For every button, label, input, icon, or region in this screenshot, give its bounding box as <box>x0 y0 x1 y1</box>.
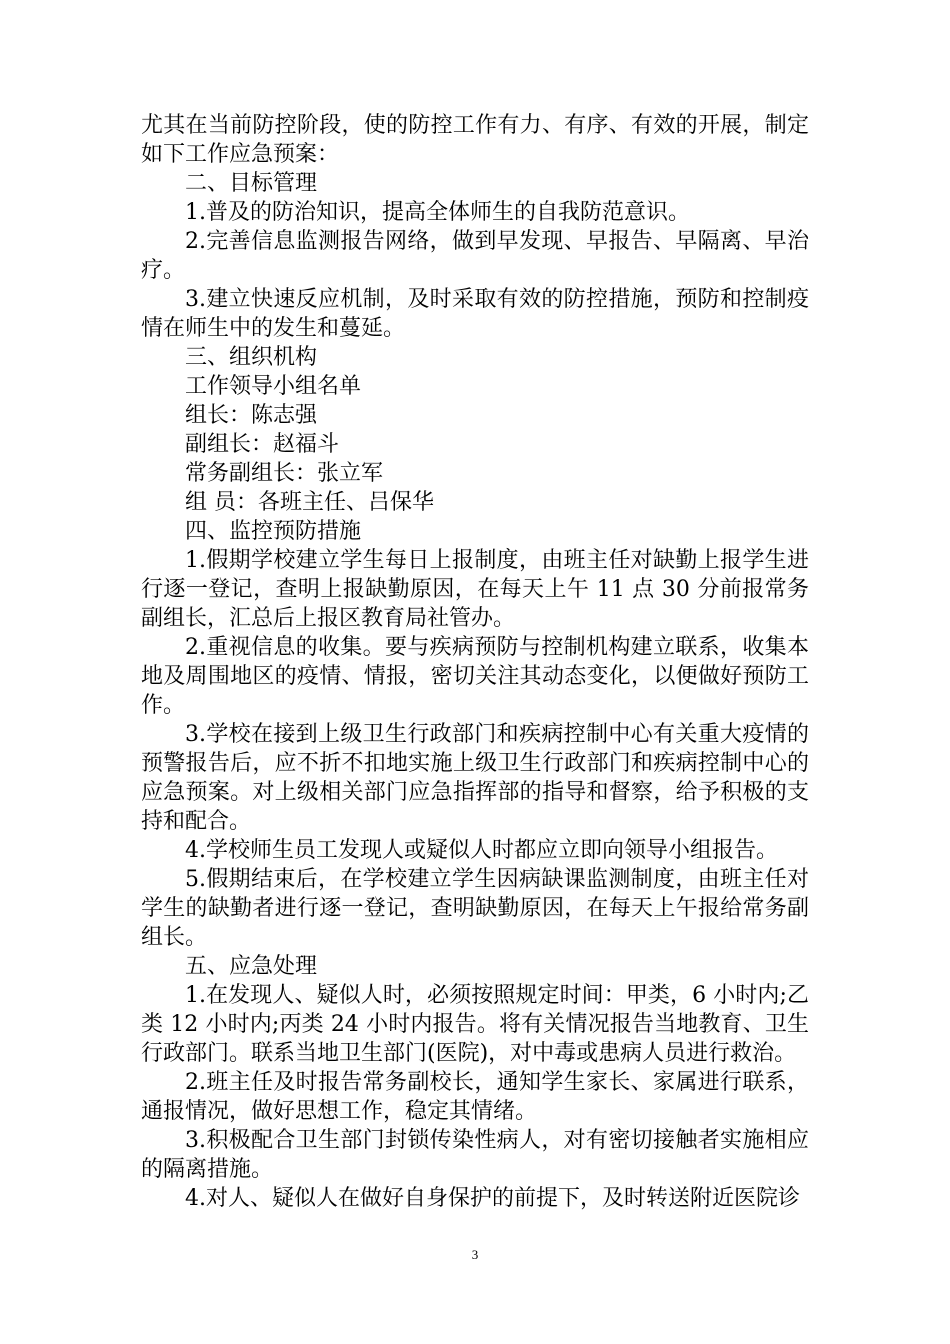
paragraph: 尤其在当前防控阶段，使的防控工作有力、有序、有效的开展，制定如下工作应急预案： <box>141 113 809 167</box>
paragraph: 2.重视信息的收集。要与疾病预防与控制机构建立联系，收集本地及周围地区的疫情、情报，密切关注其动态变化，以便做好预防工作。 <box>141 635 809 718</box>
paragraph: 1.普及的防治知识，提高全体师生的自我防范意识。 <box>185 200 690 225</box>
paragraph: 1.在发现人、疑似人时，必须按照规定时间：甲类，6 小时内;乙类 12 小时内;丙类 24 小时内报告。将有关情况报告当地教育、卫生行政部门。联系当地卫生部门(医院)，对中毒或患病人员进行救治。 <box>141 983 810 1066</box>
paragraph: 常务副组长：张立军 <box>185 461 384 486</box>
document-body <box>141 111 809 1213</box>
paragraph: 2.完善信息监测报告网络，做到早发现、早报告、早隔离、早治疗。 <box>141 229 809 283</box>
page-number: 3 <box>471 1247 479 1262</box>
paragraph: 工作领导小组名单 <box>185 374 362 399</box>
paragraph: 5.假期结束后，在学校建立学生因病缺课监测制度，由班主任对学生的缺勤者进行逐一登记，查明缺勤原因，在每天上午报给常务副组长。 <box>141 867 809 950</box>
paragraph: 1.假期学校建立学生每日上报制度，由班主任对缺勤上报学生进行逐一登记，查明上报缺勤原因，在每天上午 11 点 30 分前报常务副组长，汇总后上报区教育局社管办。 <box>141 548 809 631</box>
paragraph: 3.积极配合卫生部门封锁传染性病人，对有密切接触者实施相应的隔离措施。 <box>141 1128 809 1182</box>
paragraph: 4.对人、疑似人在做好自身保护的前提下，及时转送附近医院诊 <box>185 1186 800 1211</box>
paragraph: 副组长：赵福斗 <box>185 432 340 457</box>
paragraph: 3.学校在接到上级卫生行政部门和疾病控制中心有关重大疫情的预警报告后，应不折不扣地实施上级卫生行政部门和疾病控制中心的应急预案。对上级相关部门应急指挥部的指导和督察，给予积极的支持和配合。 <box>141 722 809 834</box>
paragraph: 4.学校师生员工发现人或疑似人时都应立即向领导小组报告。 <box>185 838 778 863</box>
paragraph: 2.班主任及时报告常务副校长，通知学生家长、家属进行联系，通报情况，做好思想工作，稳定其情绪。 <box>141 1070 809 1124</box>
paragraph: 三、组织机构 <box>185 345 318 370</box>
paragraph: 四、监控预防措施 <box>185 519 362 544</box>
paragraph: 组长：陈志强 <box>185 403 318 428</box>
paragraph: 组 员：各班主任、吕保华 <box>185 490 434 515</box>
paragraph: 二、目标管理 <box>185 171 318 196</box>
paragraph: 3.建立快速反应机制，及时采取有效的防控措施，预防和控制疫情在师生中的发生和蔓延。 <box>141 287 809 341</box>
paragraph: 五、应急处理 <box>185 954 318 979</box>
